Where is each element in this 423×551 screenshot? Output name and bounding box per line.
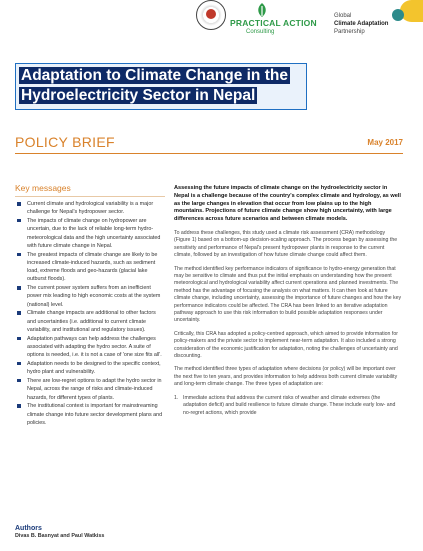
- list-item: The greatest impacts of climate change are likely to be increased climate-induced hazards, such as sediment load, extreme floods and geo-hazards (glacial lake outburst floods).: [15, 251, 165, 284]
- gca-logo-accent-icon: [392, 9, 404, 21]
- list-item: Current climate and hydrological variability is a major challenge for Nepal's hydropower sector.: [15, 200, 165, 217]
- list-item: [174, 395, 402, 417]
- partner-logos: [0, 0, 423, 50]
- gca-logo-text: [334, 12, 388, 36]
- list-item: Adaptation pathways can help address the challenges associated with adapting the hydro sector. A suite of options is needed, i.e. it is not a case of 'one size fits all'.: [15, 335, 165, 360]
- practical-action-logo-text: PRACTICAL ACTION: [230, 18, 317, 28]
- authors-names: Divas B. Basnyat and Paul Watkiss: [15, 533, 105, 539]
- list-item: The impacts of climate change on hydropower are uncertain, due to the lack of reliable long-term hydro-meteorological data and the high uncertainty associated with future climate change in Nepal.: [15, 217, 165, 250]
- list-item: Climate change impacts are additional to other factors and uncertainties (i.e. additional to current climate variability, and institutional and regulatory issues).: [15, 309, 165, 334]
- gca-line-3: Partnership: [334, 29, 365, 35]
- list-item-number: 1.: [174, 394, 179, 401]
- policy-brief-label: POLICY BRIEF: [15, 134, 115, 150]
- body-paragraph-3: Critically, this CRA has adopted a policy-centred approach, which aimed to provide information for policy-makers and the private sector to implement near-term adaptation. It also included a strong consideration of the economic justification for adaptation, noting the challenges of uncertainty and discounting.: [174, 330, 398, 360]
- authors-heading: Authors: [15, 525, 42, 532]
- intro-paragraph: Assessing the future impacts of climate change on the hydroelectricity sector in Nepal is a challenge because of the country's complex climate and hydrology, as well as the large changes in elevation that occur from low plains up to the high mountains. Projections of future climate change show high uncertainty, with large differences across future scenarios and between climate models.: [174, 185, 401, 223]
- policy-brief-header: [15, 132, 403, 154]
- adaptation-types-list: [174, 395, 402, 417]
- authors-section: [15, 525, 165, 539]
- body-paragraph-2: The method identified key performance indicators of significance to hydro-energy generation that may be sensitive to climate and thus put the initial emphasis on understanding how the present meteorological and hydrological variability affect current operations and planned investments. The method has the advantage of focusing the analysis on what matters. It can then look at future climate change, including uncertainty, assessing the importance of future changes and how the key performance indicators could be affected. The CRA has been linked to an iterative adaptation pathway approach to use this risk information to build possible adaptation responses under uncertainty.: [174, 265, 402, 324]
- list-item: The current power system suffers from an inefficient power mix leading to high economic costs at the system (national) level.: [15, 284, 165, 309]
- list-item: There are low-regret options to adapt the hydro sector in Nepal, across the range of risks and climate-induced hazards, for different types of plants.: [15, 377, 165, 402]
- gca-line-1: Global: [334, 13, 352, 19]
- list-item-text: Immediate actions that address the current risks of weather and climate extremes (the adaptation deficit) and build resilience to future climate change. These include early low- and no-regret actions, which provide: [183, 394, 396, 416]
- government-seal-logo: [196, 0, 226, 30]
- body-paragraph-4: The method identified three types of adaptation where decisions (or policy) will be important over the next five to ten years, and provides information to help address both current climate variability and long-term climate change. The three types of adaptation are:: [174, 366, 398, 388]
- list-item: Adaptation needs to be designed to the specific context, hydro plant and vulnerability.: [15, 360, 165, 377]
- key-messages-section: [15, 183, 165, 428]
- title-line-1: Adaptation to Climate Change in the: [21, 67, 288, 84]
- document-title[interactable]: [15, 63, 307, 110]
- list-item: The institutional context is important for mainstreaming climate change into future sector development plans and policies.: [15, 402, 165, 427]
- publication-date: May 2017: [367, 138, 403, 147]
- gca-line-2: Climate Adaptation: [334, 21, 389, 27]
- title-line-2: Hydroelectricity Sector in Nepal: [21, 87, 256, 104]
- key-messages-list: [15, 200, 165, 427]
- practical-action-logo-icon: [254, 2, 270, 18]
- practical-action-sub-text: Consulting: [246, 29, 275, 35]
- gca-logo-icon: [400, 0, 423, 22]
- key-messages-heading: Key messages: [15, 183, 165, 197]
- body-paragraph-1: To address these challenges, this study used a climate risk assessment (CRA) methodology (Figure 1) based on a bottom-up decision-scaling approach. The process began by assessing the sensitivity and performance of Nepal's present hydropower plants in response to the current climate, followed by an investigation of how future climate change could affect them.: [174, 229, 398, 259]
- main-body: [174, 185, 402, 417]
